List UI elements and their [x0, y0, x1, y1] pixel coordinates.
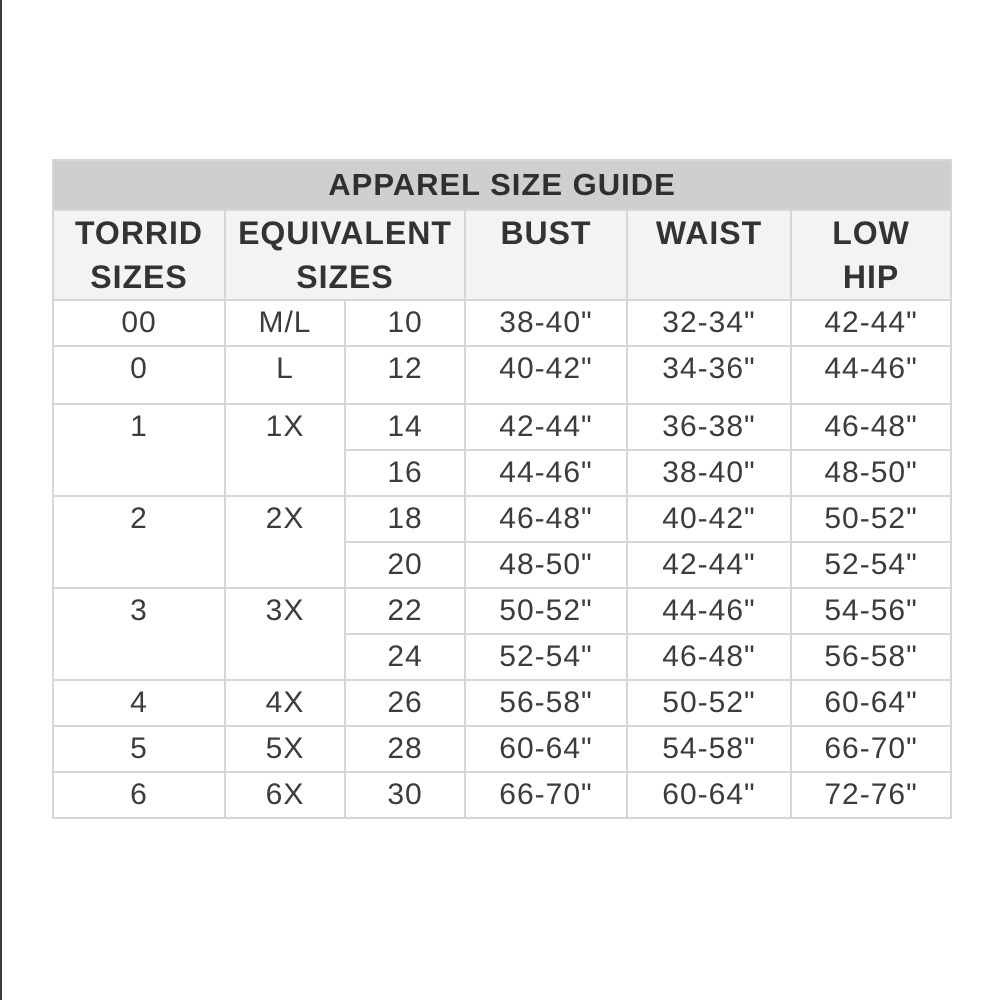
- torrid-size-cell: 00: [53, 300, 225, 346]
- table-row: [53, 588, 951, 634]
- letter-size-cell: 2X: [225, 496, 345, 588]
- torrid-size-cell: 6: [53, 772, 225, 818]
- size-guide-table: [52, 159, 952, 819]
- waist-cell: 44-46": [627, 588, 791, 634]
- table-row: [53, 300, 951, 346]
- bust-cell: 42-44": [465, 404, 627, 450]
- waist-cell: 34-36": [627, 346, 791, 404]
- numeric-size-cell: 24: [345, 634, 465, 680]
- numeric-size-cell: 22: [345, 588, 465, 634]
- letter-size-cell: 6X: [225, 772, 345, 818]
- bust-cell: 56-58": [465, 680, 627, 726]
- low-hip-cell: 44-46": [791, 346, 951, 404]
- header-row: [53, 210, 951, 300]
- header-equivalent-line1: EQUIVALENT: [238, 215, 452, 251]
- numeric-size-cell: 28: [345, 726, 465, 772]
- waist-cell: 54-58": [627, 726, 791, 772]
- numeric-size-cell: 10: [345, 300, 465, 346]
- header-low-hip: [791, 210, 951, 300]
- letter-size-cell: M/L: [225, 300, 345, 346]
- header-bust: BUST: [465, 210, 627, 300]
- low-hip-cell: 66-70": [791, 726, 951, 772]
- numeric-size-cell: 16: [345, 450, 465, 496]
- low-hip-cell: 52-54": [791, 542, 951, 588]
- header-torrid-line2: SIZES: [90, 259, 188, 295]
- bust-cell: 48-50": [465, 542, 627, 588]
- header-equivalent-line2: SIZES: [296, 259, 394, 295]
- waist-cell: 50-52": [627, 680, 791, 726]
- bust-cell: 44-46": [465, 450, 627, 496]
- low-hip-cell: 42-44": [791, 300, 951, 346]
- numeric-size-cell: 26: [345, 680, 465, 726]
- table-row: [53, 772, 951, 818]
- header-low-hip-line1: LOW: [832, 215, 910, 251]
- left-border-line: [0, 0, 2, 1000]
- size-table-body: [53, 300, 951, 818]
- waist-cell: 38-40": [627, 450, 791, 496]
- table-row: [53, 726, 951, 772]
- letter-size-cell: 5X: [225, 726, 345, 772]
- low-hip-cell: 60-64": [791, 680, 951, 726]
- torrid-size-cell: 1: [53, 404, 225, 496]
- low-hip-cell: 48-50": [791, 450, 951, 496]
- table-row: [53, 496, 951, 542]
- title-row: [53, 160, 951, 210]
- low-hip-cell: 56-58": [791, 634, 951, 680]
- low-hip-cell: 72-76": [791, 772, 951, 818]
- header-low-hip-line2: HIP: [842, 259, 900, 295]
- numeric-size-cell: 20: [345, 542, 465, 588]
- header-torrid-sizes: [53, 210, 225, 300]
- bust-cell: 40-42": [465, 346, 627, 404]
- waist-cell: 42-44": [627, 542, 791, 588]
- torrid-size-cell: 2: [53, 496, 225, 588]
- letter-size-cell: 4X: [225, 680, 345, 726]
- letter-size-cell: L: [225, 346, 345, 404]
- waist-cell: 40-42": [627, 496, 791, 542]
- torrid-size-cell: 5: [53, 726, 225, 772]
- torrid-size-cell: 0: [53, 346, 225, 404]
- table-row: [53, 346, 951, 404]
- waist-cell: 32-34": [627, 300, 791, 346]
- bust-cell: 52-54": [465, 634, 627, 680]
- header-torrid-line1: TORRID: [74, 215, 204, 251]
- header-waist: WAIST: [627, 210, 791, 300]
- numeric-size-cell: 12: [345, 346, 465, 404]
- table-row: [53, 404, 951, 450]
- waist-cell: 60-64": [627, 772, 791, 818]
- bust-cell: 38-40": [465, 300, 627, 346]
- waist-cell: 46-48": [627, 634, 791, 680]
- bust-cell: 46-48": [465, 496, 627, 542]
- numeric-size-cell: 14: [345, 404, 465, 450]
- table-title: APPAREL SIZE GUIDE: [53, 160, 951, 210]
- torrid-size-cell: 4: [53, 680, 225, 726]
- letter-size-cell: 1X: [225, 404, 345, 496]
- bust-cell: 66-70": [465, 772, 627, 818]
- letter-size-cell: 3X: [225, 588, 345, 680]
- low-hip-cell: 50-52": [791, 496, 951, 542]
- waist-cell: 36-38": [627, 404, 791, 450]
- low-hip-cell: 54-56": [791, 588, 951, 634]
- bust-cell: 50-52": [465, 588, 627, 634]
- torrid-size-cell: 3: [53, 588, 225, 680]
- low-hip-cell: 46-48": [791, 404, 951, 450]
- numeric-size-cell: 30: [345, 772, 465, 818]
- header-equivalent-sizes: [225, 210, 465, 300]
- bust-cell: 60-64": [465, 726, 627, 772]
- numeric-size-cell: 18: [345, 496, 465, 542]
- table-row: [53, 680, 951, 726]
